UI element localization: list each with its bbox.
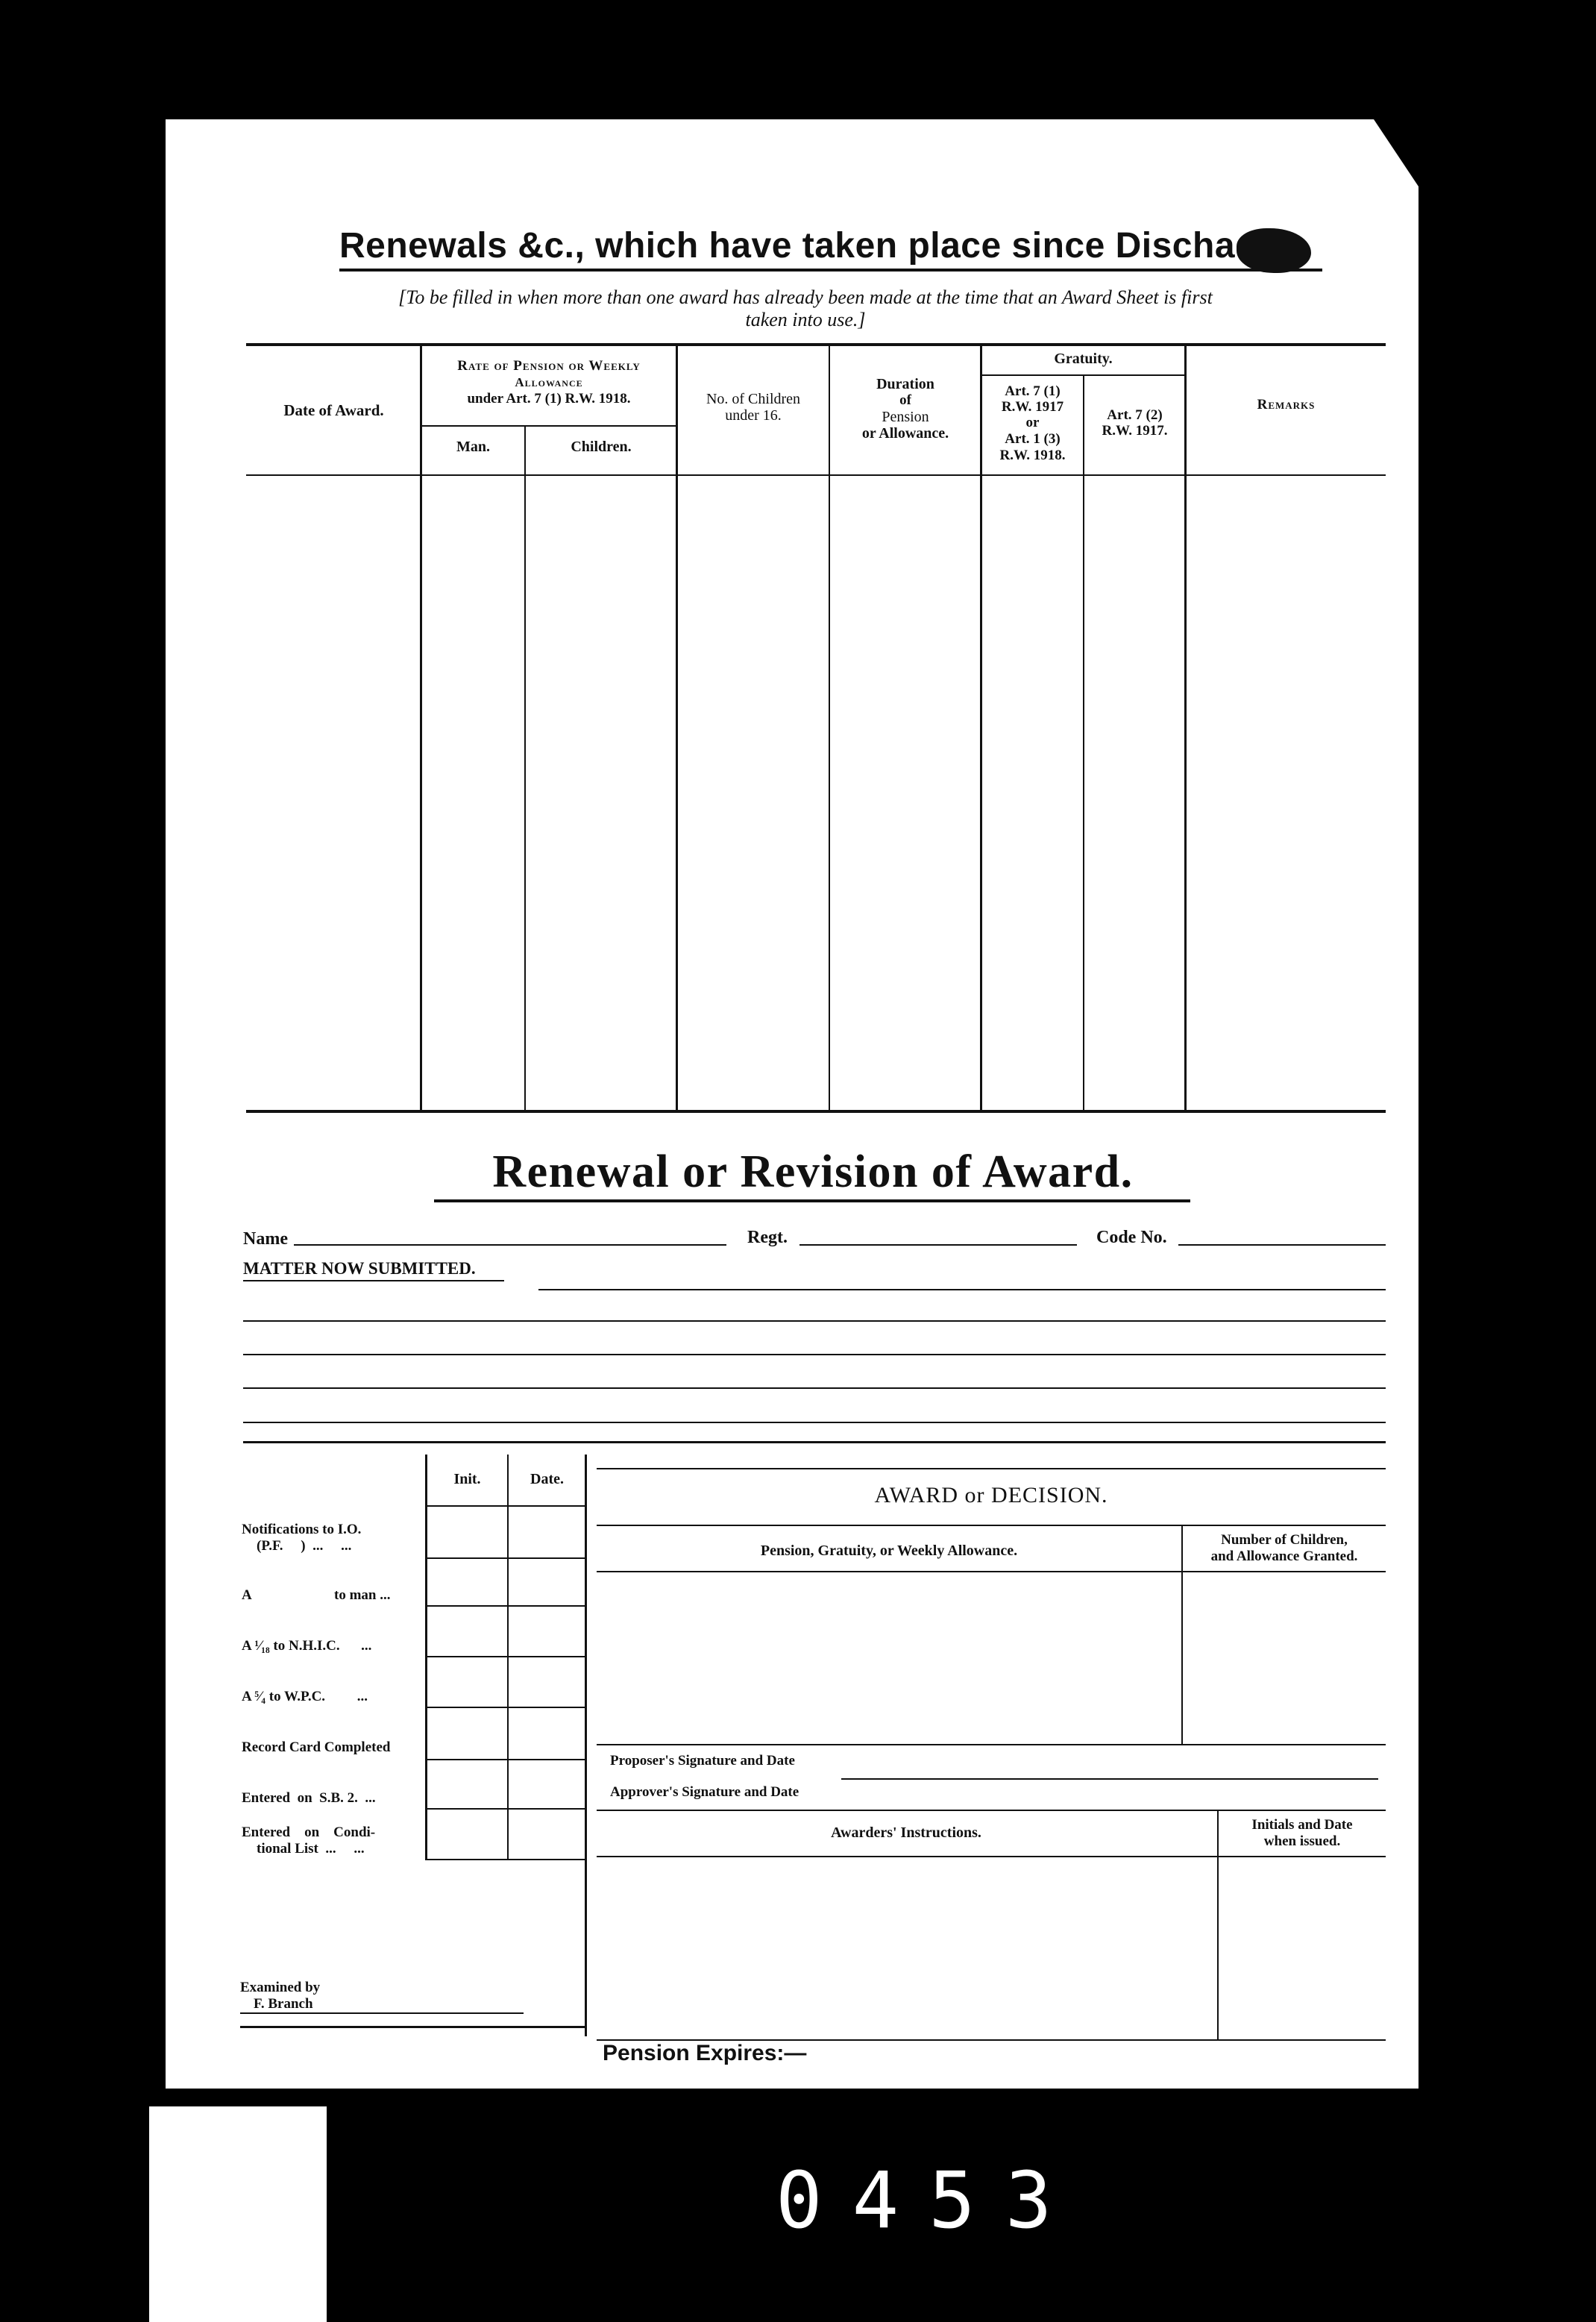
col-no-children-line1: No. of Children — [706, 391, 801, 407]
gratuity-subheader-rule — [980, 374, 1184, 376]
col-art71-line3: or — [1025, 415, 1040, 430]
notif-row5: Record Card Completed — [242, 1739, 391, 1755]
matter-field-line[interactable] — [538, 1289, 1386, 1290]
col-art72-line2: R.W. 1917. — [1102, 423, 1168, 439]
col-divider — [1184, 345, 1187, 1111]
award-title-rule — [597, 1525, 1386, 1526]
init-header: Init. — [453, 1471, 481, 1487]
pension-col-header: Pension, Gratuity, or Weekly Allowance. — [760, 1543, 1018, 1559]
notif-row2-b: to man ... — [334, 1587, 391, 1603]
regt-label: Regt. — [747, 1228, 788, 1247]
notif-grid-right — [585, 1455, 587, 2036]
award-header-rule — [597, 1571, 1386, 1572]
col-gratuity: Gratuity. — [1054, 351, 1113, 367]
matter-field-line[interactable] — [243, 1387, 1386, 1389]
col-divider — [524, 425, 526, 1111]
col-divider — [829, 345, 830, 1111]
col-divider — [420, 345, 422, 1111]
regt-field-line[interactable] — [799, 1244, 1077, 1246]
col-children: Children. — [571, 439, 632, 455]
page-title: Renewals &c., which have taken place since Discha — [339, 226, 1236, 266]
col-no-children-line2: under 16. — [725, 407, 782, 424]
notif-row7-line2: tional List ... ... — [257, 1841, 365, 1857]
instruction-note-line1: [To be filled in when more than one award has already been made at the time that an Award Sheet is first — [398, 286, 1213, 308]
table-header-bottom-rule — [246, 474, 1386, 476]
table-top-rule — [246, 343, 1386, 346]
notif-row1-line1: Notifications to I.O. — [242, 1522, 362, 1537]
notif-grid-rule — [425, 1605, 585, 1607]
notif-grid-rule — [425, 1707, 585, 1708]
name-field-line[interactable] — [294, 1244, 726, 1246]
instructions-header-rule — [597, 1856, 1386, 1857]
col-divider — [1083, 374, 1084, 1111]
col-duration-line4: or Allowance. — [861, 425, 949, 442]
notif-row4: A ⁵⁄₄ to W.P.C. ... — [242, 1689, 368, 1704]
matter-field-line[interactable] — [243, 1320, 1386, 1322]
notif-grid-left — [425, 1455, 427, 1860]
examined-field-line[interactable] — [240, 2012, 524, 2014]
notif-row6: Entered on S.B. 2. ... — [242, 1790, 376, 1806]
rate-subheader-rule — [420, 425, 676, 427]
award-body-rule — [597, 1744, 1386, 1745]
notif-bottom-rule — [240, 2026, 585, 2028]
page-number: 0453 — [776, 2155, 1082, 2246]
instruction-note-line2: taken into use.] — [745, 309, 866, 330]
notif-grid-rule — [425, 1656, 585, 1657]
title-underline — [339, 269, 1322, 272]
col-art72-line1: Art. 7 (2) — [1107, 407, 1163, 423]
notif-grid-rule — [425, 1759, 585, 1760]
instructions-header: Awarders' Instructions. — [831, 1824, 981, 1841]
notif-row3: A ¹⁄₁₈ to N.H.I.C. ... — [242, 1638, 372, 1654]
col-art71-line2: R.W. 1917 — [1001, 399, 1064, 415]
children-col-header-line2: and Allowance Granted. — [1210, 1548, 1358, 1564]
col-art71-line5: R.W. 1918. — [999, 448, 1066, 463]
approver-rule — [597, 1810, 1386, 1811]
col-remarks: Remarks — [1257, 397, 1316, 412]
notif-row2-a: A — [242, 1587, 252, 1603]
proposer-field-line[interactable] — [841, 1778, 1378, 1780]
name-label: Name — [243, 1229, 288, 1249]
table-bottom-rule — [246, 1110, 1386, 1113]
folded-corner — [1374, 119, 1419, 186]
matter-bottom-rule — [243, 1441, 1386, 1443]
initials-header-line2: when issued. — [1263, 1833, 1341, 1849]
award-title: AWARD or DECISION. — [874, 1483, 1108, 1507]
matter-field-line[interactable] — [243, 1422, 1386, 1423]
col-art71-line4: Art. 1 (3) — [1005, 431, 1061, 447]
col-rate-line2: Allowance — [515, 375, 583, 389]
col-man: Man. — [456, 439, 490, 455]
matter-label-underline — [243, 1280, 504, 1281]
approver-label: Approver's Signature and Date — [610, 1784, 799, 1800]
examined-line2: F. Branch — [254, 1996, 313, 2012]
proposer-label: Proposer's Signature and Date — [610, 1753, 795, 1769]
notif-grid-mid — [507, 1455, 509, 1860]
matter-field-line[interactable] — [243, 1354, 1386, 1355]
notif-grid-rule — [425, 1557, 585, 1559]
notif-row1-line2: (P.F. ) ... ... — [257, 1538, 352, 1554]
date-header: Date. — [530, 1471, 564, 1487]
col-divider — [676, 345, 678, 1111]
code-field-line[interactable] — [1178, 1244, 1386, 1246]
notif-grid-rule — [425, 1505, 585, 1507]
matter-label: MATTER NOW SUBMITTED. — [243, 1259, 476, 1278]
col-date-of-award: Date of Award. — [283, 401, 384, 419]
code-label: Code No. — [1096, 1228, 1167, 1247]
col-art71-line1: Art. 7 (1) — [1005, 383, 1061, 399]
col-rate-line1: Rate of Pension or Weekly — [457, 358, 641, 374]
section-title-underline — [434, 1199, 1190, 1202]
col-rate-line3: under Art. 7 (1) R.W. 1918. — [467, 391, 631, 407]
col-duration-line1: Duration — [876, 376, 934, 392]
examined-line1: Examined by — [240, 1980, 321, 1995]
children-col-header-line1: Number of Children, — [1221, 1532, 1348, 1548]
notif-row7-line1: Entered on Condi- — [242, 1824, 376, 1840]
blank-label-box — [149, 2106, 327, 2322]
col-duration-line3: Pension — [882, 409, 929, 425]
pension-expires-label: Pension Expires:— — [603, 2041, 807, 2065]
initials-header-line1: Initials and Date — [1251, 1817, 1353, 1833]
notif-grid-rule — [425, 1859, 585, 1860]
award-top-rule — [597, 1468, 1386, 1469]
col-duration-line2: of — [899, 392, 911, 408]
notif-grid-rule — [425, 1808, 585, 1810]
section-title: Renewal or Revision of Award. — [492, 1146, 1134, 1197]
